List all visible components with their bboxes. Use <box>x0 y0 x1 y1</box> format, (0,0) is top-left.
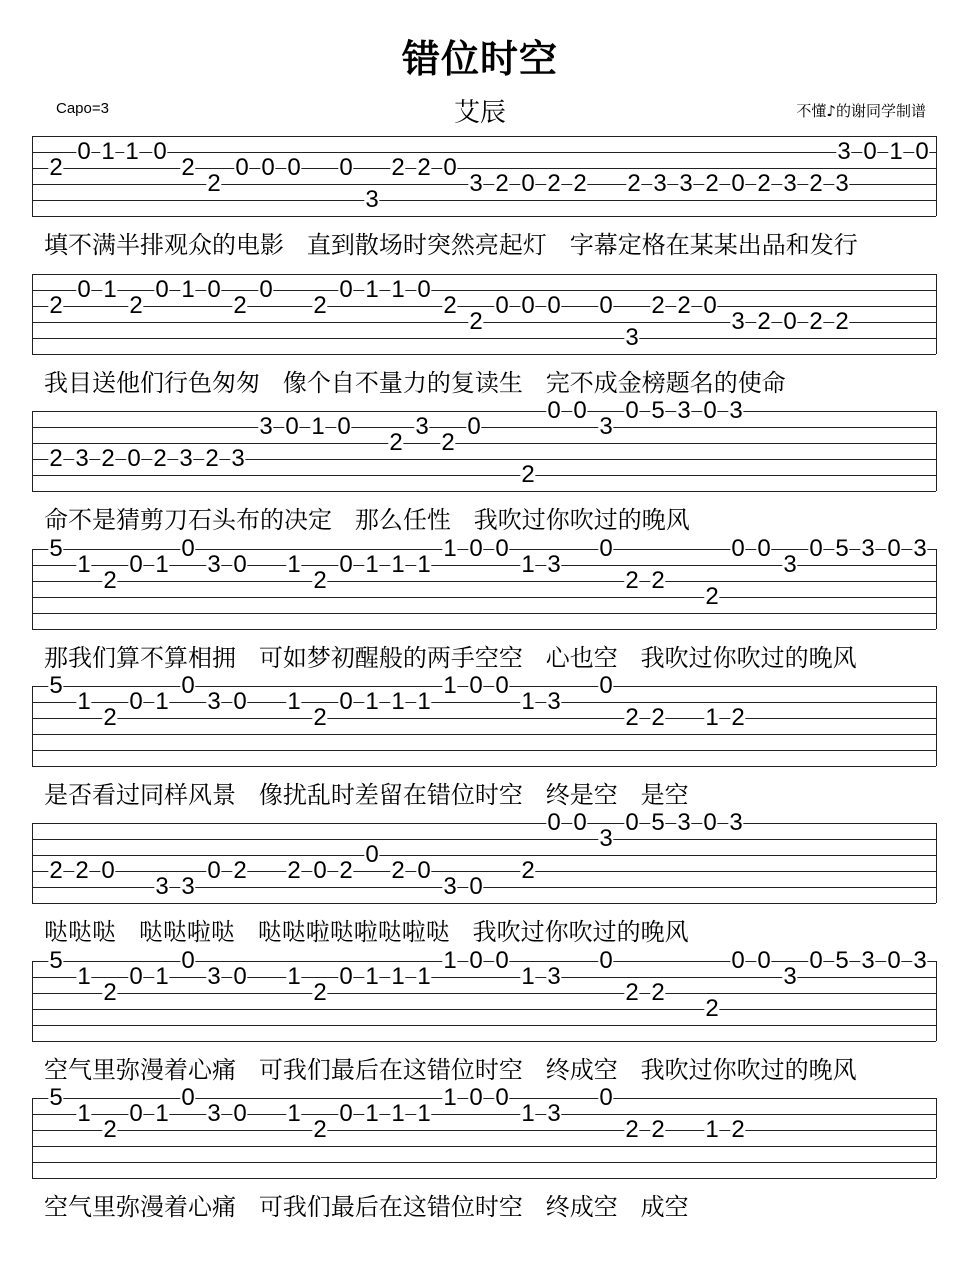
staff-string-line <box>32 443 936 444</box>
lyric-line: 那我们算不算相拥 可如梦初醒般的两手空空 心也空 我吹过你吹过的晚风 <box>44 644 857 672</box>
fret-number: 1 <box>155 1100 169 1127</box>
fret-number: 2 <box>547 170 561 197</box>
fret-number: 0 <box>495 292 509 319</box>
fret-number: 2 <box>181 154 195 181</box>
fret-number: 1 <box>521 551 535 578</box>
staff-string-line <box>32 338 936 339</box>
tab-staff <box>32 1084 936 1178</box>
fret-number: 0 <box>469 535 483 562</box>
fret-number: 2 <box>49 154 63 181</box>
fret-number: 1 <box>521 963 535 990</box>
barline <box>32 823 33 903</box>
fret-number: 3 <box>625 324 639 351</box>
staff-string-line <box>32 200 936 201</box>
fret-number: 2 <box>521 461 535 488</box>
fret-number: 0 <box>599 1084 613 1111</box>
fret-number: 2 <box>625 567 639 594</box>
fret-number: 0 <box>731 947 745 974</box>
staff-string-line <box>32 322 936 323</box>
fret-number: 0 <box>233 688 247 715</box>
fret-number: 2 <box>49 292 63 319</box>
fret-number: 2 <box>651 292 665 319</box>
fret-number: 3 <box>259 413 273 440</box>
fret-number: 1 <box>365 963 379 990</box>
fret-number: 2 <box>441 429 455 456</box>
fret-number: 3 <box>729 397 743 424</box>
fret-number: 2 <box>313 292 327 319</box>
staff-string-line <box>32 686 936 687</box>
tab-staff <box>32 947 936 1041</box>
fret-number: 1 <box>101 138 115 165</box>
staff-string-line <box>32 1041 936 1042</box>
fret-number: 1 <box>705 704 719 731</box>
lyric-line: 空气里弥漫着心痛 可我们最后在这错位时空 终成空 我吹过你吹过的晚风 <box>44 1056 857 1084</box>
staff-string-line <box>32 427 936 428</box>
fret-number: 1 <box>391 276 405 303</box>
fret-number: 0 <box>339 276 353 303</box>
fret-number: 0 <box>339 688 353 715</box>
barline <box>936 274 937 354</box>
fret-number: 0 <box>469 947 483 974</box>
fret-number: 1 <box>391 963 405 990</box>
fret-number: 2 <box>103 704 117 731</box>
fret-number: 3 <box>783 551 797 578</box>
fret-number: 2 <box>705 995 719 1022</box>
fret-number: 1 <box>181 276 195 303</box>
tab-staff <box>32 535 936 629</box>
barline <box>936 136 937 216</box>
fret-number: 1 <box>103 276 117 303</box>
fret-number: 0 <box>339 1100 353 1127</box>
fret-number: 2 <box>627 170 641 197</box>
tab-staff <box>32 136 936 216</box>
barline <box>32 549 33 629</box>
fret-number: 1 <box>125 138 139 165</box>
fret-number: 2 <box>417 154 431 181</box>
fret-number: 0 <box>129 963 143 990</box>
fret-number: 2 <box>495 170 509 197</box>
fret-number: 2 <box>651 979 665 1006</box>
fret-number: 2 <box>757 308 771 335</box>
fret-number: 5 <box>651 809 665 836</box>
fret-number: 2 <box>521 857 535 884</box>
fret-number: 1 <box>521 688 535 715</box>
fret-number: 1 <box>155 963 169 990</box>
fret-number: 5 <box>835 535 849 562</box>
lyric-line: 哒哒哒 哒哒啦哒 哒哒啦哒啦哒啦哒 我吹过你吹过的晚风 <box>44 918 689 946</box>
fret-number: 0 <box>495 535 509 562</box>
transcriber-credit: 不懂♪的谢同学制谱 <box>796 102 926 120</box>
fret-number: 0 <box>101 857 115 884</box>
barline <box>936 961 937 1041</box>
fret-number: 3 <box>547 688 561 715</box>
fret-number: 1 <box>155 551 169 578</box>
fret-number: 0 <box>573 809 587 836</box>
fret-number: 3 <box>861 535 875 562</box>
fret-number: 0 <box>599 672 613 699</box>
fret-number: 1 <box>77 963 91 990</box>
fret-number: 0 <box>809 947 823 974</box>
fret-number: 5 <box>49 672 63 699</box>
fret-number: 0 <box>521 170 535 197</box>
fret-number: 0 <box>887 535 901 562</box>
staff-string-line <box>32 354 936 355</box>
fret-number: 0 <box>129 688 143 715</box>
staff-string-line <box>32 1162 936 1163</box>
fret-number: 0 <box>127 445 141 472</box>
fret-number: 2 <box>153 445 167 472</box>
staff-string-line <box>32 1178 936 1179</box>
fret-number: 2 <box>101 445 115 472</box>
fret-number: 2 <box>625 1116 639 1143</box>
staff-string-line <box>32 961 936 962</box>
fret-number: 2 <box>651 567 665 594</box>
fret-number: 0 <box>287 154 301 181</box>
lyric-line: 是否看过同样风景 像扰乱时差留在错位时空 终是空 是空 <box>44 781 689 809</box>
fret-number: 2 <box>75 857 89 884</box>
fret-number: 2 <box>809 170 823 197</box>
staff-string-line <box>32 1098 936 1099</box>
staff-string-line <box>32 1146 936 1147</box>
fret-number: 3 <box>179 445 193 472</box>
staff-string-line <box>32 1009 936 1010</box>
fret-number: 2 <box>651 1116 665 1143</box>
fret-number: 1 <box>77 688 91 715</box>
fret-number: 2 <box>49 857 63 884</box>
fret-number: 1 <box>311 413 325 440</box>
staff-string-line <box>32 718 936 719</box>
fret-number: 3 <box>783 170 797 197</box>
fret-number: 0 <box>783 308 797 335</box>
fret-number: 2 <box>207 170 221 197</box>
fret-number: 0 <box>233 551 247 578</box>
staff-string-line <box>32 136 936 137</box>
fret-number: 3 <box>231 445 245 472</box>
fret-number: 2 <box>129 292 143 319</box>
barline <box>936 686 937 766</box>
fret-number: 3 <box>837 138 851 165</box>
fret-number: 0 <box>495 672 509 699</box>
fret-number: 0 <box>547 809 561 836</box>
fret-number: 1 <box>77 1100 91 1127</box>
barline <box>32 136 33 216</box>
fret-number: 0 <box>443 154 457 181</box>
fret-number: 3 <box>731 308 745 335</box>
fret-number: 3 <box>547 1100 561 1127</box>
fret-number: 0 <box>703 809 717 836</box>
barline <box>32 961 33 1041</box>
lyric-line: 命不是猜剪刀石头布的决定 那么任性 我吹过你吹过的晚风 <box>44 506 690 534</box>
fret-number: 0 <box>495 947 509 974</box>
fret-number: 0 <box>313 857 327 884</box>
barline <box>32 411 33 491</box>
fret-number: 0 <box>337 413 351 440</box>
fret-number: 0 <box>731 170 745 197</box>
fret-number: 0 <box>887 947 901 974</box>
staff-string-line <box>32 475 936 476</box>
fret-number: 2 <box>233 857 247 884</box>
staff-string-line <box>32 216 936 217</box>
fret-number: 3 <box>913 535 927 562</box>
fret-number: 5 <box>49 947 63 974</box>
fret-number: 0 <box>469 1084 483 1111</box>
fret-number: 0 <box>521 292 535 319</box>
fret-number: 1 <box>417 688 431 715</box>
fret-number: 0 <box>365 841 379 868</box>
fret-number: 1 <box>443 672 457 699</box>
fret-number: 2 <box>731 1116 745 1143</box>
staff-string-line <box>32 1130 936 1131</box>
fret-number: 3 <box>155 873 169 900</box>
fret-number: 5 <box>835 947 849 974</box>
barline <box>936 411 937 491</box>
fret-number: 3 <box>913 947 927 974</box>
fret-number: 2 <box>705 583 719 610</box>
fret-number: 3 <box>861 947 875 974</box>
fret-number: 3 <box>677 397 691 424</box>
fret-number: 0 <box>259 276 273 303</box>
fret-number: 3 <box>415 413 429 440</box>
fret-number: 0 <box>625 809 639 836</box>
fret-number: 0 <box>599 535 613 562</box>
fret-number: 2 <box>205 445 219 472</box>
staff-string-line <box>32 629 936 630</box>
fret-number: 2 <box>287 857 301 884</box>
tab-staff <box>32 809 936 903</box>
fret-number: 1 <box>365 551 379 578</box>
fret-number: 3 <box>599 413 613 440</box>
fret-number: 0 <box>809 535 823 562</box>
fret-number: 3 <box>443 873 457 900</box>
staff-string-line <box>32 766 936 767</box>
fret-number: 1 <box>77 551 91 578</box>
fret-number: 0 <box>757 535 771 562</box>
fret-number: 2 <box>233 292 247 319</box>
staff-string-line <box>32 855 936 856</box>
barline <box>32 1098 33 1178</box>
fret-number: 2 <box>677 292 691 319</box>
staff-string-line <box>32 839 936 840</box>
fret-number: 0 <box>417 276 431 303</box>
fret-number: 1 <box>391 551 405 578</box>
fret-number: 2 <box>313 979 327 1006</box>
fret-number: 3 <box>783 963 797 990</box>
fret-number: 1 <box>287 551 301 578</box>
fret-number: 3 <box>207 963 221 990</box>
fret-number: 3 <box>469 170 483 197</box>
fret-number: 1 <box>365 688 379 715</box>
staff-string-line <box>32 168 936 169</box>
fret-number: 3 <box>207 1100 221 1127</box>
fret-number: 2 <box>313 704 327 731</box>
lyric-line: 空气里弥漫着心痛 可我们最后在这错位时空 终成空 成空 <box>44 1193 689 1221</box>
fret-number: 1 <box>365 1100 379 1127</box>
fret-number: 1 <box>705 1116 719 1143</box>
fret-number: 2 <box>625 979 639 1006</box>
fret-number: 1 <box>287 963 301 990</box>
fret-number: 0 <box>77 276 91 303</box>
fret-number: 3 <box>181 873 195 900</box>
staff-string-line <box>32 411 936 412</box>
barline <box>936 1098 937 1178</box>
fret-number: 2 <box>391 154 405 181</box>
fret-number: 0 <box>757 947 771 974</box>
fret-number: 0 <box>625 397 639 424</box>
staff-string-line <box>32 871 936 872</box>
fret-number: 1 <box>287 688 301 715</box>
fret-number: 0 <box>207 857 221 884</box>
staff-string-line <box>32 581 936 582</box>
fret-number: 0 <box>547 292 561 319</box>
staff-string-line <box>32 274 936 275</box>
fret-number: 0 <box>495 1084 509 1111</box>
fret-number: 0 <box>599 947 613 974</box>
fret-number: 2 <box>389 429 403 456</box>
fret-number: 0 <box>547 397 561 424</box>
fret-number: 1 <box>417 1100 431 1127</box>
fret-number: 2 <box>103 567 117 594</box>
fret-number: 3 <box>547 551 561 578</box>
fret-number: 1 <box>443 947 457 974</box>
fret-number: 0 <box>467 413 481 440</box>
fret-number: 0 <box>181 1084 195 1111</box>
artist-name: 艾辰 <box>453 98 506 128</box>
fret-number: 0 <box>339 154 353 181</box>
fret-number: 2 <box>835 308 849 335</box>
fret-number: 2 <box>469 308 483 335</box>
fret-number: 2 <box>339 857 353 884</box>
fret-number: 3 <box>653 170 667 197</box>
fret-number: 1 <box>417 551 431 578</box>
barline <box>32 274 33 354</box>
staff-string-line <box>32 823 936 824</box>
fret-number: 1 <box>443 535 457 562</box>
barline <box>32 686 33 766</box>
fret-number: 2 <box>313 567 327 594</box>
fret-number: 0 <box>181 535 195 562</box>
fret-number: 3 <box>207 551 221 578</box>
staff-string-line <box>32 597 936 598</box>
lyric-line: 填不满半排观众的电影 直到散场时突然亮起灯 字幕定格在某某出品和发行 <box>44 231 858 259</box>
fret-number: 2 <box>391 857 405 884</box>
staff-string-line <box>32 306 936 307</box>
lyric-line: 我目送他们行色匆匆 像个自不量力的复读生 完不成金榜题名的使命 <box>44 369 786 397</box>
barline <box>936 823 937 903</box>
staff-string-line <box>32 184 936 185</box>
fret-number: 0 <box>731 535 745 562</box>
fret-number: 1 <box>155 688 169 715</box>
fret-number: 2 <box>103 1116 117 1143</box>
tab-staff <box>32 397 936 491</box>
fret-number: 1 <box>889 138 903 165</box>
fret-number: 2 <box>757 170 771 197</box>
fret-number: 0 <box>915 138 929 165</box>
staff-string-line <box>32 734 936 735</box>
fret-number: 0 <box>599 292 613 319</box>
fret-number: 1 <box>365 276 379 303</box>
fret-number: 2 <box>313 1116 327 1143</box>
fret-number: 1 <box>391 1100 405 1127</box>
fret-number: 3 <box>679 170 693 197</box>
fret-number: 0 <box>153 138 167 165</box>
fret-number: 0 <box>129 1100 143 1127</box>
fret-number: 5 <box>651 397 665 424</box>
fret-number: 0 <box>339 551 353 578</box>
fret-number: 2 <box>809 308 823 335</box>
fret-number: 0 <box>703 292 717 319</box>
fret-number: 2 <box>625 704 639 731</box>
fret-number: 0 <box>181 947 195 974</box>
fret-number: 3 <box>729 809 743 836</box>
staff-string-line <box>32 1025 936 1026</box>
fret-number: 2 <box>705 170 719 197</box>
fret-number: 0 <box>469 672 483 699</box>
staff-string-line <box>32 491 936 492</box>
fret-number: 1 <box>521 1100 535 1127</box>
fret-number: 1 <box>391 688 405 715</box>
fret-number: 3 <box>599 825 613 852</box>
fret-number: 0 <box>155 276 169 303</box>
fret-number: 0 <box>129 551 143 578</box>
fret-number: 0 <box>235 154 249 181</box>
fret-number: 3 <box>547 963 561 990</box>
fret-number: 2 <box>651 704 665 731</box>
fret-number: 2 <box>103 979 117 1006</box>
fret-number: 0 <box>261 154 275 181</box>
fret-number: 3 <box>365 186 379 213</box>
fret-number: 0 <box>339 963 353 990</box>
tab-staff <box>32 274 936 354</box>
fret-number: 2 <box>49 445 63 472</box>
staff-string-line <box>32 549 936 550</box>
fret-number: 0 <box>469 873 483 900</box>
fret-number: 1 <box>287 1100 301 1127</box>
fret-number: 5 <box>49 1084 63 1111</box>
fret-number: 1 <box>443 1084 457 1111</box>
fret-number: 0 <box>285 413 299 440</box>
fret-number: 0 <box>233 963 247 990</box>
fret-number: 3 <box>835 170 849 197</box>
fret-number: 0 <box>573 397 587 424</box>
staff-string-line <box>32 903 936 904</box>
fret-number: 5 <box>49 535 63 562</box>
fret-number: 0 <box>863 138 877 165</box>
fret-number: 0 <box>703 397 717 424</box>
fret-number: 3 <box>207 688 221 715</box>
fret-number: 0 <box>207 276 221 303</box>
fret-number: 2 <box>443 292 457 319</box>
fret-number: 2 <box>573 170 587 197</box>
barline <box>936 549 937 629</box>
fret-number: 3 <box>75 445 89 472</box>
fret-number: 0 <box>233 1100 247 1127</box>
staff-string-line <box>32 613 936 614</box>
fret-number: 0 <box>77 138 91 165</box>
tab-staff <box>32 672 936 766</box>
staff-string-line <box>32 750 936 751</box>
fret-number: 3 <box>677 809 691 836</box>
fret-number: 2 <box>731 704 745 731</box>
capo-label: Capo=3 <box>56 100 109 117</box>
fret-number: 0 <box>417 857 431 884</box>
fret-number: 1 <box>417 963 431 990</box>
fret-number: 0 <box>181 672 195 699</box>
song-title: 错位时空 <box>401 37 558 81</box>
staff-string-line <box>32 993 936 994</box>
